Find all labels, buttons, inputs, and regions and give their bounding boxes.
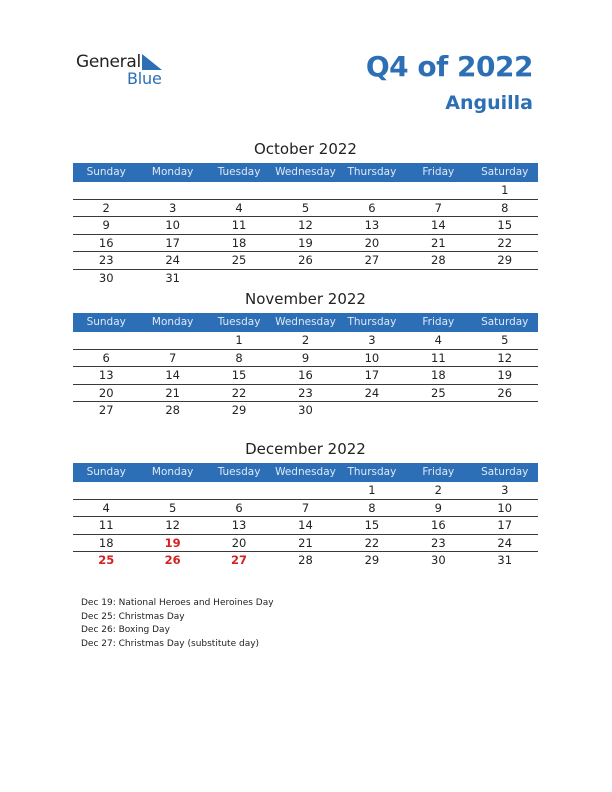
week-row	[73, 217, 538, 235]
day-cell: 10	[364, 350, 380, 365]
day-cell	[472, 402, 538, 420]
day-cell: 21	[431, 235, 446, 250]
logo-word-general: General	[76, 52, 141, 72]
weekday-header: Friday	[422, 466, 455, 478]
logo-word-blue: Blue	[127, 69, 162, 88]
day-cell: 14	[165, 368, 180, 382]
holiday-note: Dec 19: National Heroes and Heroines Day	[81, 598, 274, 608]
day-cell: 15	[497, 218, 513, 232]
weekday-header: Wednesday	[275, 466, 336, 478]
month-title: October 2022	[254, 140, 357, 158]
weekday-header: Monday	[151, 316, 194, 328]
day-cell: 12	[165, 518, 180, 532]
day-cell: 26	[497, 385, 513, 400]
day-cell: 16	[298, 368, 313, 382]
week-row	[73, 482, 538, 500]
day-cell: 7	[168, 350, 177, 365]
day-cell-holiday: 25	[98, 553, 115, 567]
weekday-header: Monday	[151, 166, 194, 178]
day-cell: 17	[497, 518, 513, 532]
day-cell: 24	[497, 535, 513, 550]
day-cell: 4	[235, 200, 243, 215]
day-cell: 6	[368, 200, 376, 215]
weekday-header-row	[73, 313, 538, 332]
day-cell-holiday: 27	[231, 553, 248, 567]
day-cell: 28	[165, 403, 180, 417]
day-cell: 18	[231, 235, 247, 250]
day-cell: 4	[102, 500, 110, 515]
day-cell: 20	[364, 235, 380, 250]
day-cell: 17	[165, 235, 180, 250]
day-cell: 24	[165, 253, 180, 267]
month-calendar-december	[73, 438, 538, 570]
day-cell: 24	[364, 385, 380, 400]
day-cell	[339, 402, 405, 420]
day-cell: 18	[431, 368, 446, 382]
day-cell: 27	[364, 253, 380, 267]
week-row	[73, 517, 538, 535]
day-cell: 31	[497, 553, 513, 567]
day-cell: 23	[298, 385, 313, 400]
weekday-header: Saturday	[481, 316, 529, 328]
day-cell	[206, 482, 272, 499]
week-row	[73, 385, 538, 403]
day-cell: 20	[231, 535, 247, 550]
day-cell: 31	[165, 270, 180, 285]
day-cell: 14	[431, 218, 446, 232]
week-row	[73, 500, 538, 518]
day-cell: 3	[501, 483, 509, 497]
day-cell: 19	[497, 368, 513, 382]
month-title: December 2022	[245, 440, 366, 458]
weekday-header: Saturday	[481, 466, 529, 478]
day-cell: 9	[102, 218, 110, 232]
week-row	[73, 535, 538, 553]
weekday-header: Tuesday	[217, 316, 261, 328]
day-cell	[73, 182, 139, 199]
day-cell	[405, 182, 471, 199]
week-row	[73, 270, 538, 288]
day-cell: 6	[235, 500, 243, 515]
day-cell	[405, 270, 471, 288]
day-cell: 28	[298, 553, 313, 567]
day-cell: 9	[434, 500, 442, 515]
weekday-header-row	[73, 463, 538, 482]
day-cell: 3	[368, 333, 376, 347]
day-cell: 15	[231, 368, 247, 382]
day-cell: 25	[431, 385, 446, 400]
weekday-header: Friday	[422, 166, 455, 178]
day-cell-holiday: 26	[164, 553, 181, 567]
day-cell: 3	[168, 200, 177, 215]
day-cell: 1	[501, 183, 509, 197]
month-title: November 2022	[245, 290, 366, 308]
day-cell: 1	[368, 483, 376, 497]
day-cell	[73, 332, 139, 349]
weekday-header-row	[73, 163, 538, 182]
day-cell: 6	[102, 350, 110, 365]
week-row	[73, 402, 538, 420]
logo-triangle-icon	[142, 54, 162, 70]
day-cell: 8	[501, 200, 509, 215]
day-cell: 21	[165, 385, 180, 400]
weekday-header: Monday	[151, 466, 194, 478]
weekday-header: Friday	[422, 316, 455, 328]
week-row	[73, 252, 538, 270]
day-cell: 30	[298, 403, 313, 417]
weekday-header: Sunday	[86, 316, 126, 328]
weekday-header: Saturday	[481, 166, 529, 178]
day-cell: 5	[501, 333, 509, 347]
day-cell: 30	[431, 553, 446, 567]
weekday-header: Thursday	[347, 466, 397, 478]
day-cell: 9	[301, 350, 310, 365]
day-cell	[339, 182, 405, 199]
day-cell: 11	[431, 350, 446, 365]
week-row	[73, 350, 538, 368]
weekday-header: Wednesday	[275, 166, 336, 178]
weekday-header: Thursday	[347, 316, 397, 328]
day-cell: 26	[298, 253, 313, 267]
day-cell: 12	[497, 350, 513, 365]
day-cell	[206, 270, 272, 288]
day-cell: 29	[364, 553, 380, 567]
day-cell	[73, 482, 139, 499]
holiday-notes	[81, 597, 274, 651]
day-cell	[405, 402, 471, 420]
weekday-header: Thursday	[347, 166, 397, 178]
day-cell: 2	[434, 483, 442, 497]
week-row	[73, 200, 538, 218]
day-cell: 28	[431, 253, 446, 267]
day-cell: 5	[168, 500, 177, 515]
weekday-header: Tuesday	[217, 166, 261, 178]
week-row	[73, 367, 538, 385]
day-cell: 15	[364, 518, 380, 532]
day-cell: 8	[235, 350, 243, 365]
day-cell: 23	[98, 253, 114, 267]
day-cell	[339, 270, 405, 288]
day-cell	[272, 270, 338, 288]
weekday-header: Sunday	[86, 166, 126, 178]
week-row	[73, 235, 538, 253]
generalblue-logo	[76, 52, 176, 88]
day-cell: 30	[98, 270, 114, 285]
day-cell: 27	[98, 403, 114, 417]
day-cell: 19	[298, 235, 313, 250]
day-cell: 5	[301, 200, 310, 215]
day-cell: 4	[434, 333, 442, 347]
day-cell: 2	[301, 333, 310, 347]
holiday-note: Dec 27: Christmas Day (substitute day)	[81, 638, 260, 649]
day-cell: 21	[298, 535, 313, 550]
month-calendar-november	[73, 288, 538, 420]
day-cell: 13	[364, 218, 380, 232]
week-row	[73, 182, 538, 200]
week-row	[73, 332, 538, 350]
day-cell: 1	[235, 333, 243, 347]
day-cell: 22	[364, 535, 380, 550]
day-cell	[272, 482, 338, 499]
day-cell	[139, 482, 205, 499]
day-cell: 11	[98, 518, 114, 532]
quarter-title: Q4 of 2022	[365, 50, 533, 83]
day-cell: 7	[434, 200, 442, 215]
day-cell	[472, 270, 538, 288]
country-title: Anguilla	[445, 92, 533, 114]
day-cell: 29	[497, 253, 513, 267]
day-cell: 10	[165, 218, 180, 232]
day-cell: 13	[98, 368, 114, 382]
day-cell: 12	[298, 218, 313, 232]
day-cell: 23	[431, 535, 446, 550]
day-cell: 8	[368, 500, 376, 515]
month-calendar-october	[73, 138, 538, 287]
holiday-note: Dec 26: Boxing Day	[81, 625, 170, 635]
day-cell: 22	[231, 385, 247, 400]
day-cell: 2	[102, 200, 110, 215]
weekday-header: Wednesday	[275, 316, 336, 328]
day-cell: 18	[98, 535, 114, 550]
day-cell: 20	[98, 385, 114, 400]
day-cell	[139, 332, 205, 349]
day-cell: 10	[497, 500, 513, 515]
day-cell: 17	[364, 368, 380, 382]
weekday-header: Tuesday	[217, 466, 261, 478]
day-cell: 25	[231, 253, 247, 267]
day-cell: 16	[98, 235, 114, 250]
day-cell: 11	[231, 218, 247, 232]
day-cell: 7	[301, 500, 310, 515]
day-cell: 14	[298, 518, 313, 532]
holiday-note: Dec 25: Christmas Day	[81, 611, 185, 622]
day-cell: 22	[497, 235, 513, 250]
day-cell: 13	[231, 518, 247, 532]
day-cell	[206, 182, 272, 199]
day-cell: 16	[431, 518, 446, 532]
week-row	[73, 552, 538, 570]
day-cell-holiday: 19	[164, 535, 181, 550]
day-cell	[272, 182, 338, 199]
day-cell: 29	[231, 403, 247, 417]
day-cell	[139, 182, 205, 199]
weekday-header: Sunday	[86, 466, 126, 478]
